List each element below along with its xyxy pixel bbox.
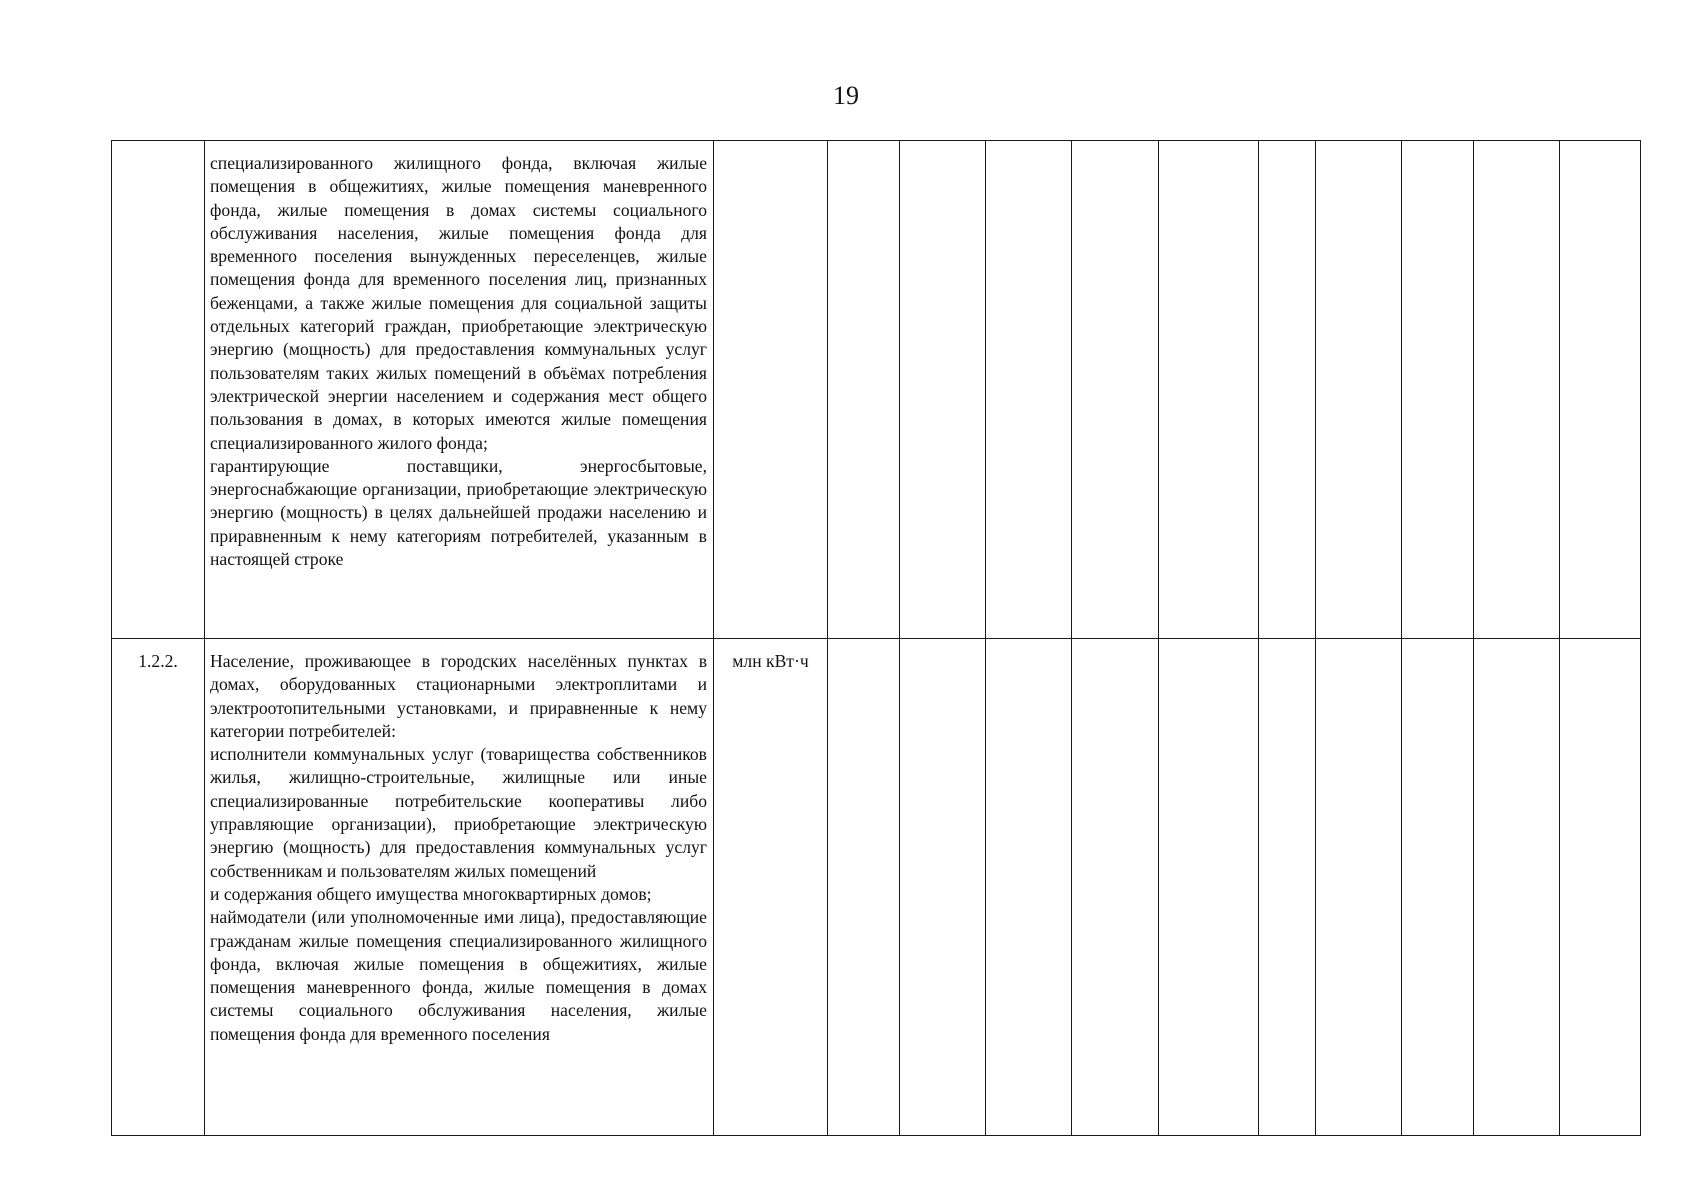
- page-number: 19: [833, 81, 859, 110]
- value-cell: [1159, 141, 1259, 639]
- row-number-cell: 1.2.2.: [112, 639, 205, 1136]
- value-cell: [900, 639, 986, 1136]
- value-cell: [1474, 639, 1560, 1136]
- unit-cell: [714, 141, 828, 639]
- value-cell: [1159, 639, 1259, 1136]
- value-cell: [1259, 141, 1316, 639]
- tariff-table: [111, 140, 1641, 1136]
- value-cell: [828, 639, 900, 1136]
- value-cell: [1560, 639, 1641, 1136]
- value-cell: [1072, 639, 1159, 1136]
- table-row: [112, 639, 1641, 1136]
- value-cell: [1560, 141, 1641, 639]
- description-paragraph: гарантирующие поставщики, энергосбытовые, энергоснабжающие организации, приобретающие электрическую энергию (мощность) в целях дальнейшей продажи населению и приравненным к нему категориям потребителей, указанным в настоящей строке: [210, 455, 707, 570]
- description-cell: [205, 141, 714, 639]
- value-cell: [828, 141, 900, 639]
- value-cell: [1316, 639, 1402, 1136]
- value-cell: [1474, 141, 1560, 639]
- unit-cell: млн кВт·ч: [714, 639, 828, 1136]
- table-row: [112, 141, 1641, 639]
- row-number-cell: [112, 141, 205, 639]
- value-cell: [986, 141, 1072, 639]
- description-cell: [205, 639, 714, 1136]
- value-cell: [1259, 639, 1316, 1136]
- value-cell: [1402, 639, 1474, 1136]
- value-cell: [1072, 141, 1159, 639]
- description-paragraph: Население, проживающее в городских населённых пунктах в домах, оборудованных стационарными электроплитами и электроотопительными установками, и приравненные к нему категории потребителей:: [210, 651, 707, 741]
- description-paragraph: специализированного жилищного фонда, включая жилые помещения в общежитиях, жилые помещения маневренного фонда, жилые помещения в домах системы социального обслуживания населения, жилые помещения фонда для временного поселения вынужденных переселенцев, жилые помещения фонда для временного поселения лиц, признанных беженцами, а также жилые помещения для социальной защиты отдельных категорий граждан, приобретающие электрическую энергию (мощность) для предоставления коммунальных услуг пользователям таких жилых помещений в объёмах потребления электрической энергии населением и содержания мест общего пользования в домах, в которых имеются жилые помещения специализированного жилого фонда;: [210, 153, 707, 453]
- value-cell: [1402, 141, 1474, 639]
- value-cell: [900, 141, 986, 639]
- description-paragraph: наймодатели (или уполномоченные ими лица), предоставляющие гражданам жилые помещения специализированного жилищного фонда, включая жилые помещения в общежитиях, жилые помещения маневренного фонда, жилые помещения в домах системы социального обслуживания населения, жилые помещения фонда для временного поселения: [210, 907, 707, 1044]
- value-cell: [1316, 141, 1402, 639]
- description-paragraph: исполнители коммунальных услуг (товарищества собственников жилья, жилищно-строительные, жилищные или иные специализированные потребительские кооперативы либо управляющие организации), приобретающие электрическую энергию (мощность) для предоставления коммунальных услуг собственникам и пользователям жилых помещений: [210, 744, 707, 881]
- description-paragraph: и содержания общего имущества многоквартирных домов;: [210, 883, 652, 904]
- value-cell: [986, 639, 1072, 1136]
